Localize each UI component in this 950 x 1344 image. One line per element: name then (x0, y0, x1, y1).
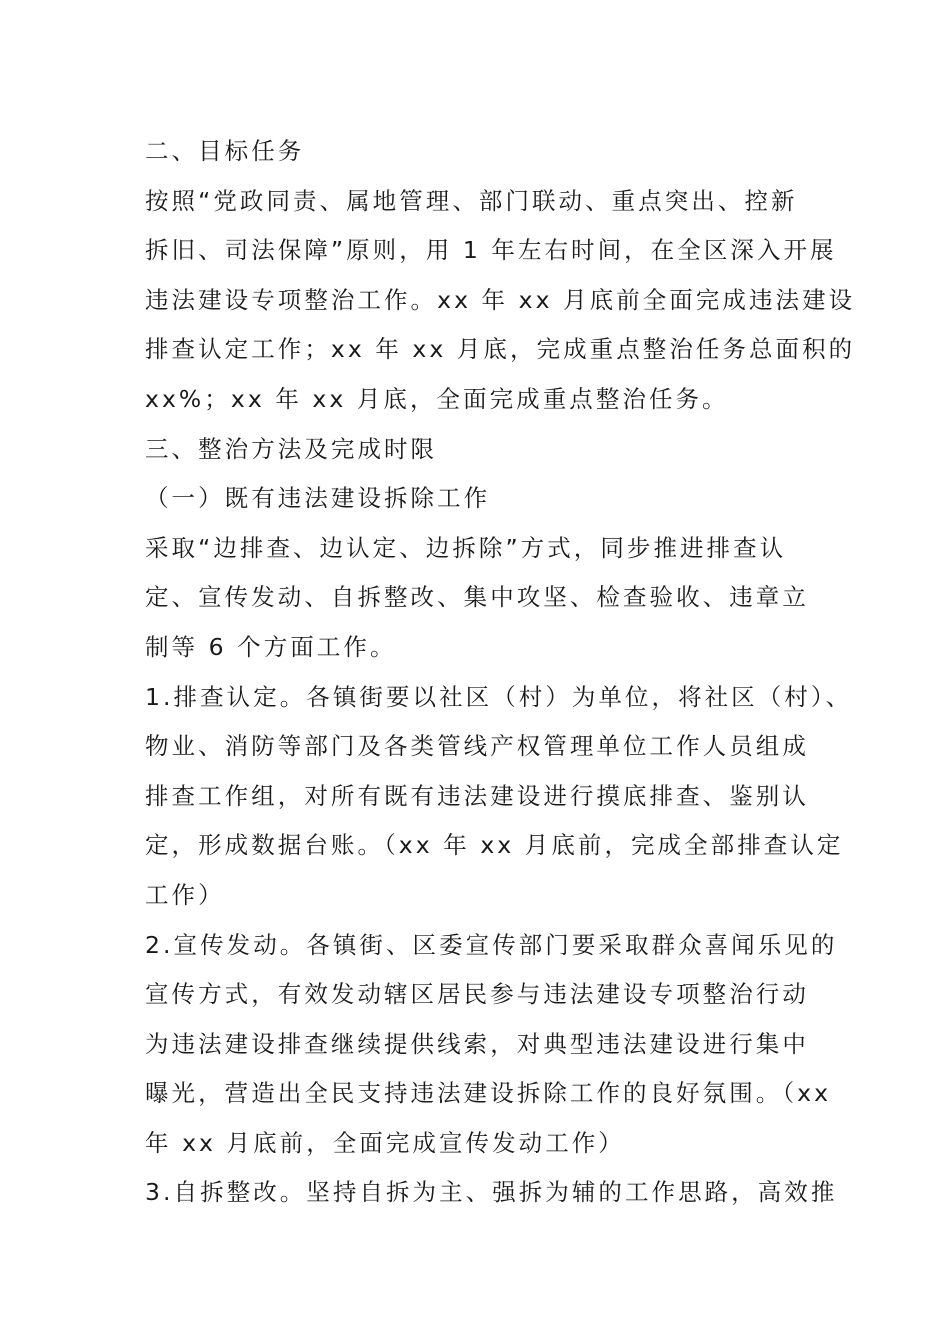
paragraph-line: 违法建设专项整治工作。xx 年 xx 月底前全面完成违法建设 (145, 285, 856, 314)
paragraph-line: 制等 6 个方面工作。 (145, 632, 397, 661)
list-item-1-line: 物业、消防等部门及各类管线产权管理单位工作人员组成 (145, 732, 809, 761)
list-item-1-line: 工作） (145, 880, 225, 909)
paragraph-line: 排查认定工作；xx 年 xx 月底，完成重点整治任务总面积的 (145, 335, 856, 364)
paragraph-line: 采取“边排查、边认定、边拆除”方式，同步推进排查认 (145, 533, 787, 562)
subheading-demolition: （一）既有违法建设拆除工作 (145, 484, 491, 513)
heading-goals: 二、目标任务 (145, 137, 305, 165)
list-item-2-line: 曝光，营造出全民支持违法建设拆除工作的良好氛围。（xx (145, 1079, 832, 1108)
paragraph-line: 拆旧、司法保障”原则，用 1 年左右时间，在全区深入开展 (145, 236, 837, 265)
paragraph-line: 定、宣传发动、自拆整改、集中攻坚、检查验收、违章立 (145, 583, 809, 612)
list-item-1-line: 1.排查认定。各镇街要以社区（村）为单位，将社区（村）、 (145, 682, 853, 711)
list-item-1-line: 定，形成数据台账。（xx 年 xx 月底前，完成全部排查认定 (145, 831, 844, 860)
list-item-2-line: 宣传方式，有效发动辖区居民参与违法建设专项整治行动 (145, 980, 809, 1009)
list-item-1-line: 排查工作组，对所有既有违法建设进行摸底排查、鉴别认 (145, 781, 809, 810)
list-item-2-line: 为违法建设排查继续提供线索，对典型违法建设进行集中 (145, 1029, 809, 1058)
list-item-2-line: 年 xx 月底前，全面完成宣传发动工作） (145, 1128, 625, 1157)
list-item-3-line: 3.自拆整改。坚持自拆为主、强拆为辅的工作思路，高效推 (145, 1178, 838, 1207)
paragraph-line: xx%；xx 年 xx 月底，全面完成重点整治任务。 (145, 384, 729, 413)
heading-methods: 三、整治方法及完成时限 (145, 434, 438, 463)
document-body (145, 127, 856, 1218)
paragraph-line: 按照“党政同责、属地管理、部门联动、重点突出、控新 (145, 186, 798, 215)
list-item-2-line: 2.宣传发动。各镇街、区委宣传部门要采取群众喜闻乐见的 (145, 930, 838, 959)
